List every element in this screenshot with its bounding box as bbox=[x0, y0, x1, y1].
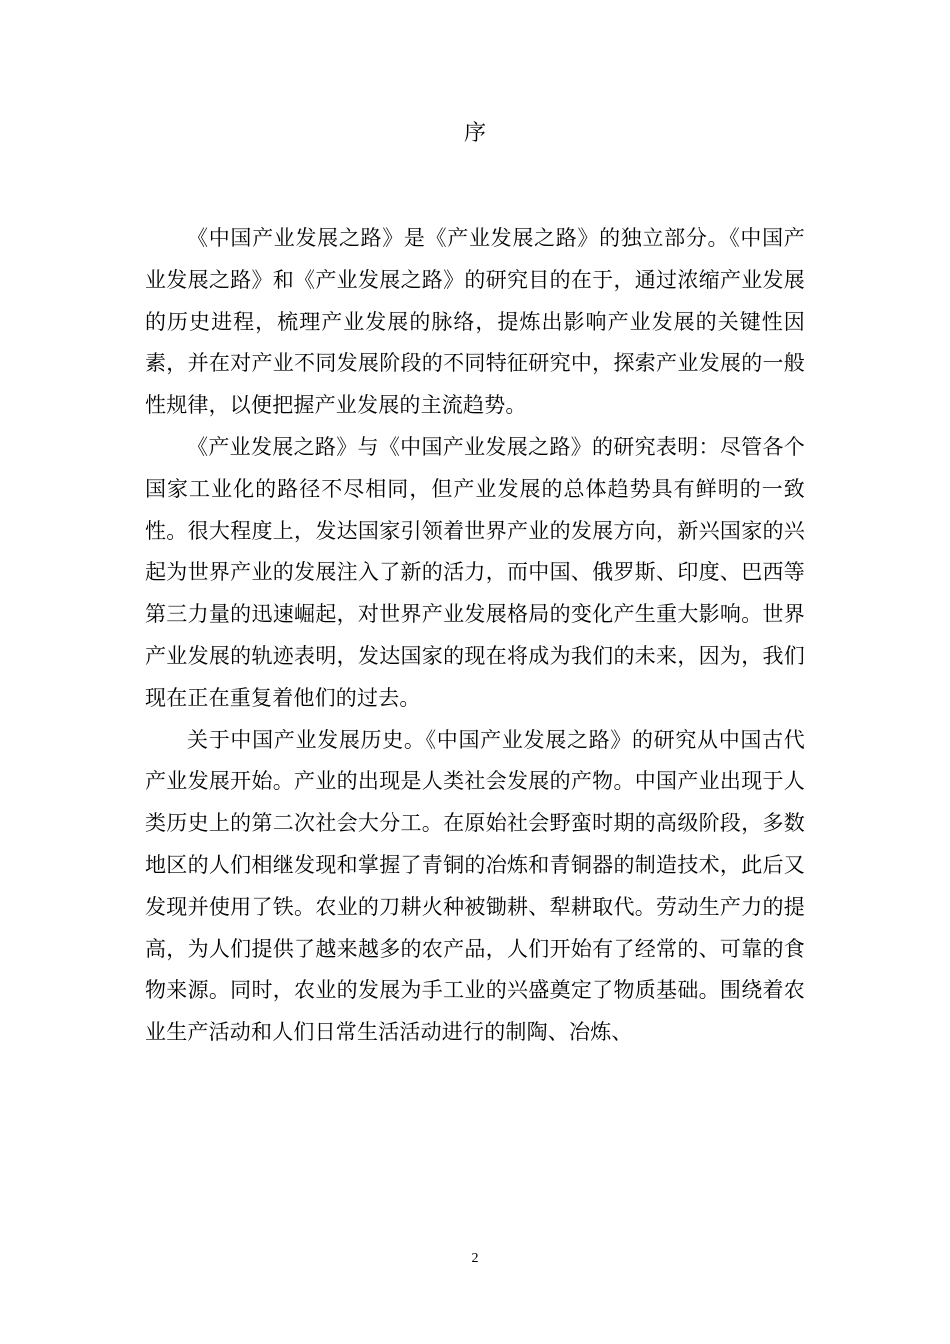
paragraph-2: 《产业发展之路》与《中国产业发展之路》的研究表明：尽管各个国家工业化的路径不尽相同，但产业发展的总体趋势具有鲜明的一致性。很大程度上，发达国家引领着世界产业的发展方向，新兴国家的兴起为世界产业的发展注入了新的活力，而中国、俄罗斯、印度、巴西等第三力量的迅速崛起，对世界产业发展格局的变化产生重大影响。世界产业发展的轨迹表明，发达国家的现在将成为我们的未来，因为，我们现在正在重复着他们的过去。 bbox=[145, 434, 805, 710]
paragraph-3: 关于中国产业发展历史。《中国产业发展之路》的研究从中国古代产业发展开始。产业的出现是人类社会发展的产物。中国产业出现于人类历史上的第二次社会大分工。在原始社会野蛮时期的高级阶段，多数地区的人们相继发现和掌握了青铜的冶炼和青铜器的制造技术，此后又发现并使用了铁。农业的刀耕火种被锄耕、犁耕取代。劳动生产力的提高，为人们提供了越来越多的农产品，人们开始有了经常的、可靠的食物来源。同时，农业的发展为手工业的兴盛奠定了物质基础。围绕着农业生产活动和人们日常生活活动进行的制陶、冶炼、 bbox=[145, 727, 805, 1045]
page-number: 2 bbox=[471, 1251, 479, 1266]
body-text bbox=[145, 218, 805, 1054]
page-title: 序 bbox=[463, 121, 486, 146]
paragraph-1: 《中国产业发展之路》是《产业发展之路》的独立部分。《中国产业发展之路》和《产业发展之路》的研究目的在于，通过浓缩产业发展的历史进程，梳理产业发展的脉络，提炼出影响产业发展的关键性因素，并在对产业不同发展阶段的不同特征研究中，探索产业发展的一般性规律，以便把握产业发展的主流趋势。 bbox=[145, 226, 805, 418]
